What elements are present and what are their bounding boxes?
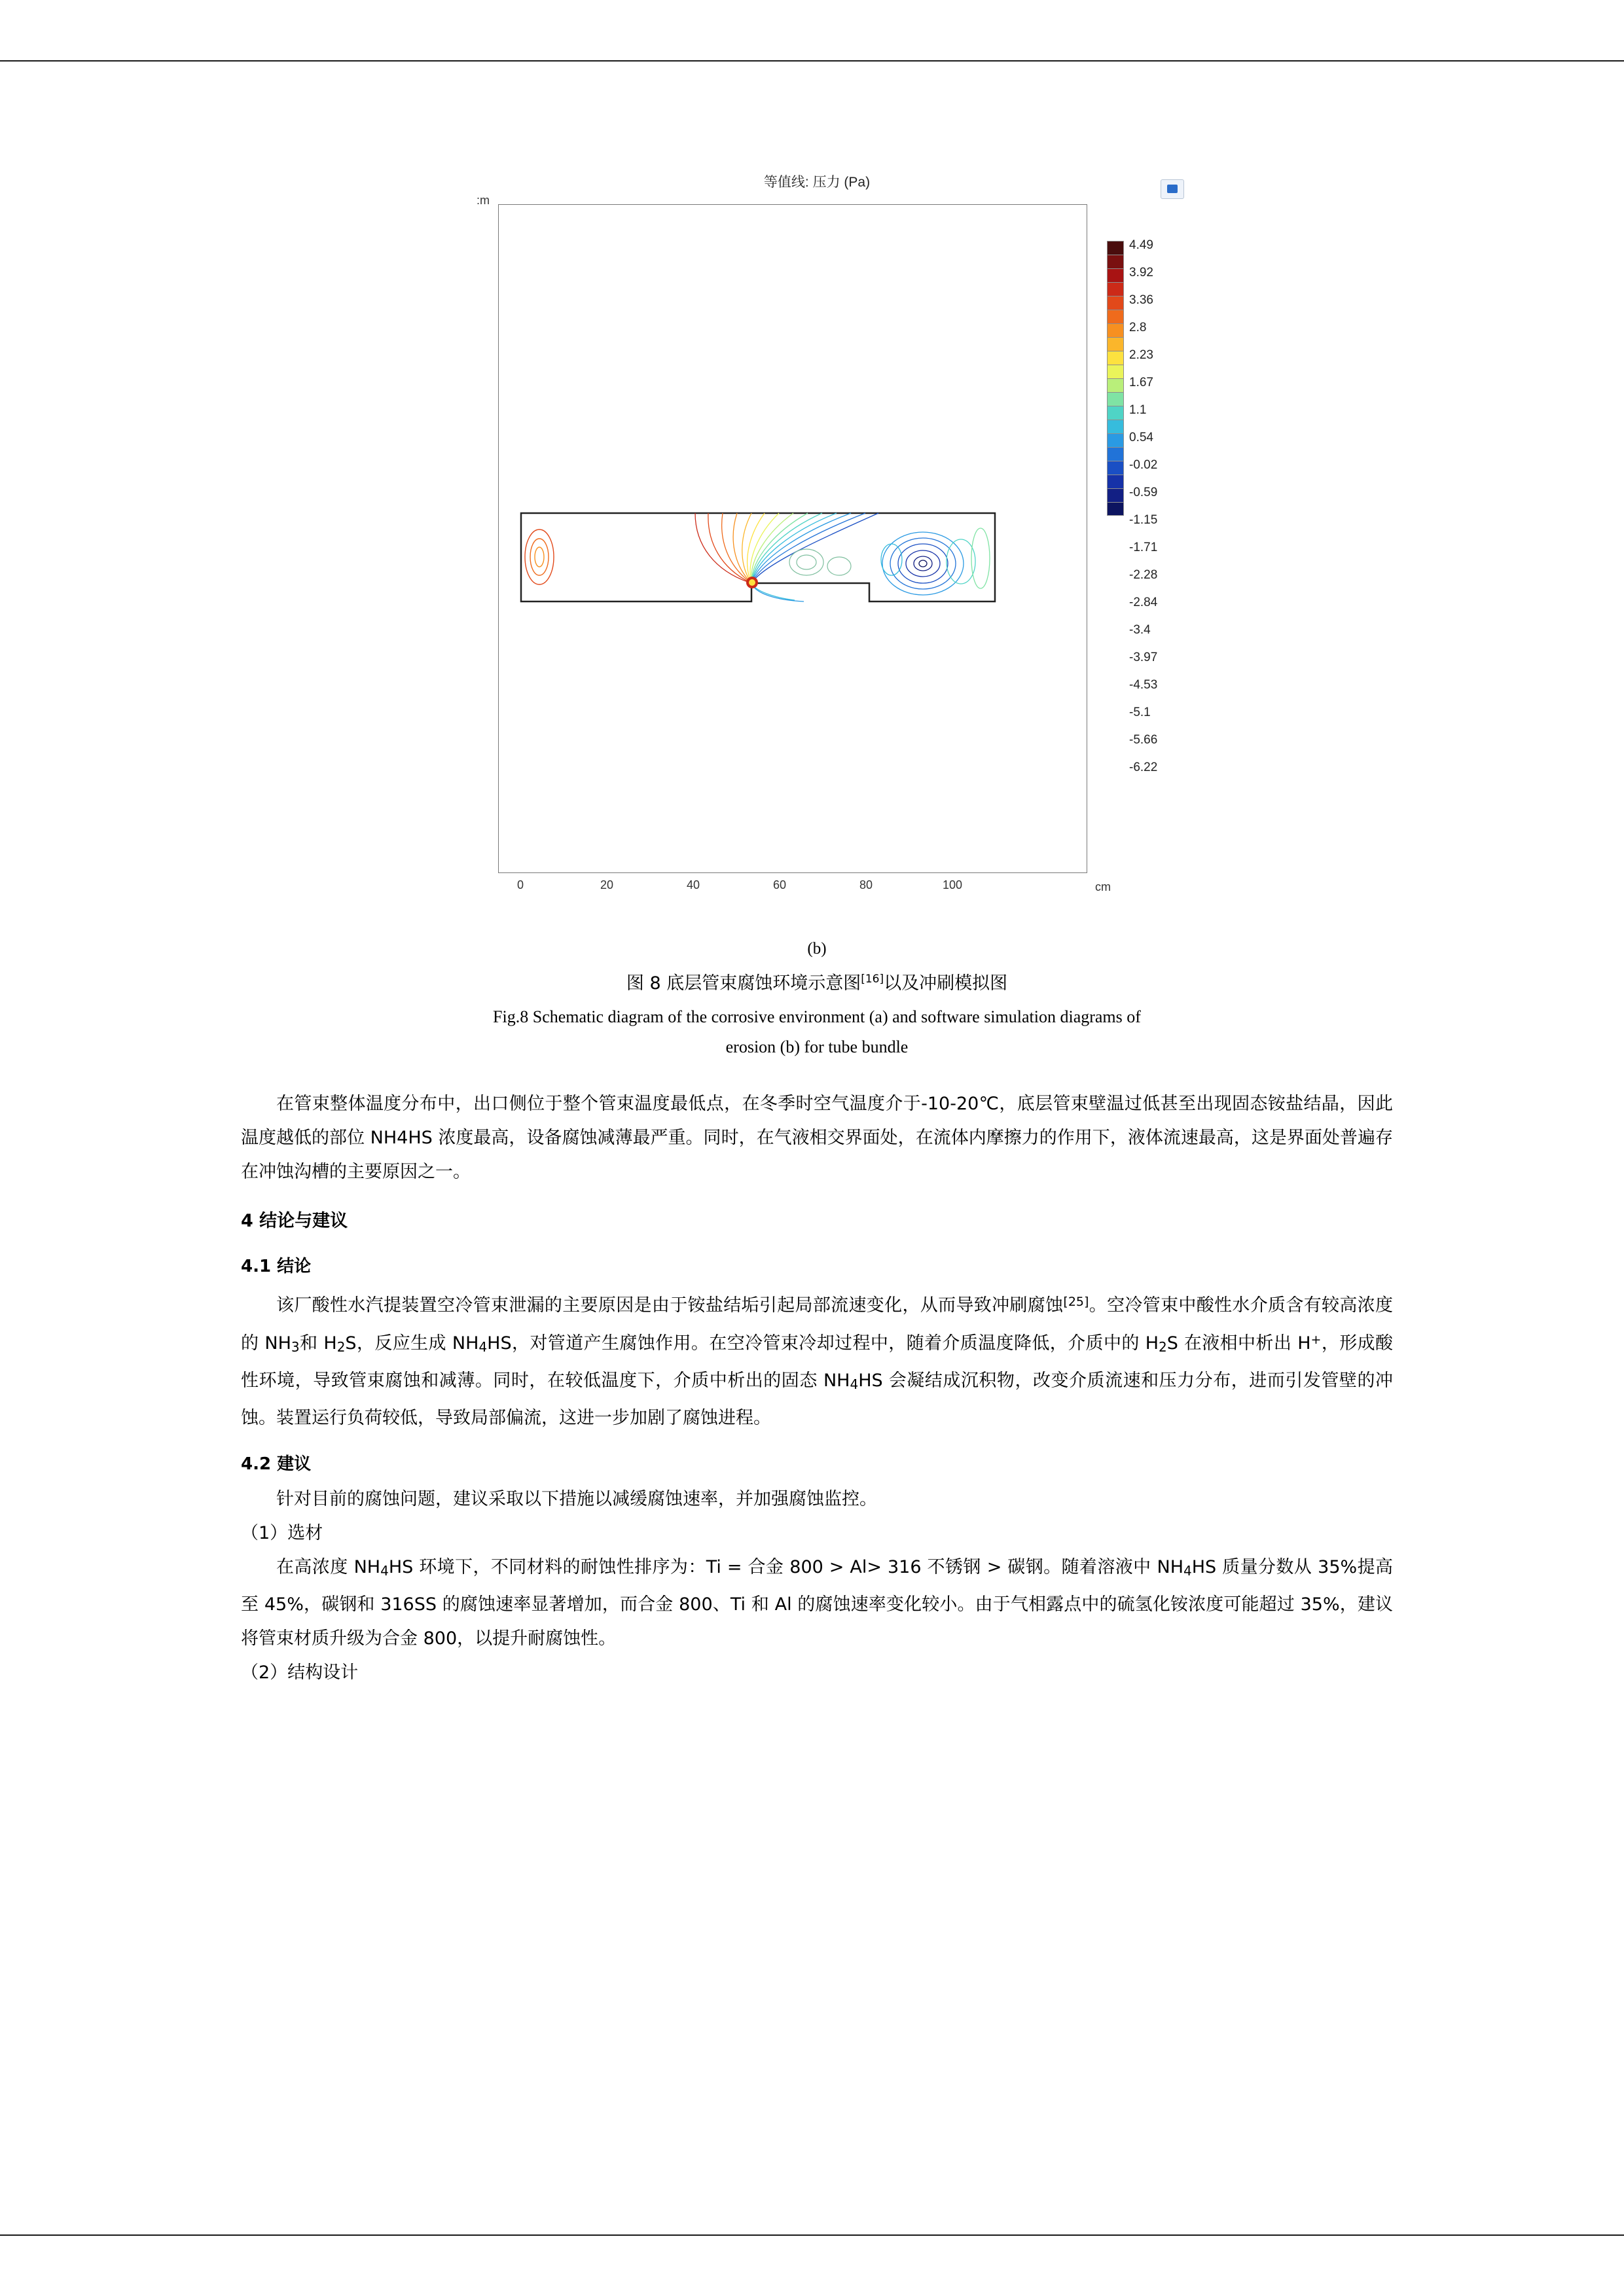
- colorbar-tick: 0.54: [1129, 431, 1153, 444]
- panel-label: (b): [807, 940, 827, 958]
- p2-seg7: ，形成酸性环境，导致管束腐蚀和减薄。同时，在较低温度下，介质中析出的固态 NH: [241, 1333, 1394, 1391]
- colorbar-tick: 2.8: [1129, 321, 1147, 334]
- x-tick: 40: [686, 878, 700, 891]
- p2-seg2: 。空冷管束中酸性水介质含有较高浓度的 NH: [241, 1295, 1394, 1354]
- colorbar-tick: -3.4: [1129, 623, 1151, 637]
- p4-seg3: HS 质量分数从 35%提高至 45%，碳钢和 316SS 的腐蚀速率显著增加，而合金 800、Ti 和 Al 的腐蚀速率变化较小。由于气相露点中的硫氢化铵浓度可能超过 35%，建议将管束材质升级为合金 800，以提升耐腐蚀性。: [241, 1557, 1393, 1649]
- plot-axes: [498, 204, 1087, 873]
- p2-seg4: S，反应生成 NH: [345, 1333, 479, 1354]
- colorbar-labels: [1129, 238, 1188, 791]
- colorbar-tick: 3.36: [1129, 293, 1153, 307]
- p2-seg3: 和 H: [299, 1333, 337, 1354]
- page-content: [241, 164, 1393, 1690]
- colorbar-tick: -4.53: [1129, 678, 1158, 692]
- contour-field: [499, 205, 1088, 874]
- colorbar-tick: 1.1: [1129, 403, 1147, 417]
- colorbar-tick: 3.92: [1129, 266, 1153, 279]
- p2-ref: [25]: [1063, 1295, 1089, 1309]
- colorbar-tick: -3.97: [1129, 651, 1158, 664]
- caption-en-line2: erosion (b) for tube bundle: [725, 1037, 909, 1056]
- colorbar-tick: 4.49: [1129, 238, 1153, 252]
- figure-8: [241, 164, 1393, 1062]
- caption-cn-pre: 图 8 底层管束腐蚀环境示意图: [626, 973, 861, 994]
- plot-title: 等值线: 压力 (Pa): [763, 175, 871, 190]
- contour-plot: [441, 164, 1193, 936]
- figure-caption-en: [493, 1002, 1141, 1062]
- colorbar-tick: 2.23: [1129, 348, 1153, 362]
- p2-seg6: S 在液相中析出 H: [1166, 1333, 1311, 1354]
- colorbar-tick: -0.02: [1129, 458, 1158, 472]
- colorbar-tick: -2.84: [1129, 596, 1158, 609]
- colorbar-tick: -2.28: [1129, 568, 1158, 582]
- heading-4-2-suggestion: 4.2 建议: [241, 1454, 312, 1474]
- caption-en-line1: Fig.8 Schematic diagram of the corrosive environment (a) and software simulation diagrams of: [493, 1007, 1141, 1026]
- p4-seg1: 在高浓度 NH: [276, 1557, 381, 1577]
- p2-seg1: 该厂酸性水汽提装置空冷管束泄漏的主要原因是由于铵盐结垢引起局部流速变化，从而导致冲刷腐蚀: [276, 1295, 1064, 1316]
- x-tick: 80: [859, 878, 873, 891]
- figure-caption-cn: [626, 969, 1007, 994]
- paragraph-temperature-distribution: 在管束整体温度分布中，出口侧位于整个管束温度最低点，在冬季时空气温度介于-10-20℃，底层管束壁温过低甚至出现固态铵盐结晶，因此温度越低的部位 NH4HS 浓度最高，设备腐蚀减薄最严重。同时，在气液相交界面处，在流体内摩擦力的作用下，液体流速最高，这是界面处普遍存在冲蚀沟槽的主要原因之一。: [241, 1094, 1393, 1182]
- colorbar-tick: -5.66: [1129, 733, 1158, 747]
- caption-cn-post: 以及冲刷模拟图: [884, 973, 1008, 994]
- page-bottom-rule: [0, 2234, 1624, 2236]
- x-tick: 0: [516, 878, 524, 891]
- paragraph-material-selection: 在高浓度 $NH_4HS$ 环境下，不同材料的耐蚀性排序为：Ti = 合金 800 > Al> 316 不锈钢 > 碳钢。随着溶液中 $NH_4HS$ 质量分数从 35%提高至 45%，碳钢和 316SS 的腐蚀速率显著增加，而合金 800、Ti 和 Al 的腐蚀速率变化较小。由于气相露点中的硫氢化铵浓度可能超过 35%，建议将管束材质升级为合金 800，以提升耐腐蚀性。: [241, 1557, 1393, 1649]
- colorbar-tick: -1.71: [1129, 541, 1158, 554]
- y-axis-unit: :m: [477, 194, 490, 207]
- x-tick: 60: [772, 878, 787, 891]
- colorbar-tick: -5.1: [1129, 706, 1151, 719]
- legend-toggle-icon[interactable]: [1161, 179, 1184, 199]
- p2-seg8: HS 会凝结成沉积物，改变介质流速和压力分布，进而引发管壁的冲蚀。装置运行负荷较低，导致局部偏流，这进一步加剧了腐蚀进程。: [241, 1371, 1393, 1428]
- x-tick: 20: [600, 878, 614, 891]
- colorbar-tick: 1.67: [1129, 376, 1153, 389]
- colorbar-tick: -6.22: [1129, 761, 1158, 774]
- page-top-rule: [0, 60, 1624, 62]
- paragraph-conclusion: 该厂酸性水汽提装置空冷管束泄漏的主要原因是由于铵盐结垢引起局部流速变化，从而导致冲刷腐蚀[25]。空冷管束中酸性水介质含有较高浓度的 $NH_3$和 $H_2S$，反应生成 $NH_4HS$，对管道产生腐蚀作用。在空冷管束冷却过程中，随着介质温度降低，介质中的 $H_2S$ 在液相中析出 H+，形成酸性环境，导致管束腐蚀和减薄。同时，在较低温度下，介质中析出的固态 $NH_4HS$ 会凝结成沉积物，改变介质流速和压力分布，进而引发管壁的冲蚀。装置运行负荷较低，导致局部偏流，这进一步加剧了腐蚀进程。: [241, 1295, 1394, 1428]
- paragraph-suggestion-intro: 针对目前的腐蚀问题，建议采取以下措施以减缓腐蚀速率，并加强腐蚀监控。: [276, 1489, 877, 1509]
- heading-4-1-conclusion: 4.1 结论: [241, 1257, 312, 1276]
- colorbar-tick: -1.15: [1129, 513, 1158, 527]
- x-tick: 100: [942, 878, 963, 891]
- colorbar: [1107, 241, 1124, 516]
- p4-seg2: HS 环境下，不同材料的耐蚀性排序为：Ti = 合金 800 > Al> 316 不锈钢 > 碳钢。随着溶液中 NH: [388, 1557, 1184, 1577]
- heading-item-2-structure: （2）结构设计: [241, 1662, 359, 1683]
- x-axis-unit: cm: [1095, 880, 1111, 893]
- caption-cn-ref: [16]: [861, 973, 884, 986]
- p2-seg5: HS，对管道产生腐蚀作用。在空冷管束冷却过程中，随着介质温度降低，介质中的 H: [487, 1333, 1159, 1354]
- heading-conclusion-suggestion: 4 结论与建议: [241, 1211, 348, 1231]
- heading-item-1-material: （1）选材: [241, 1523, 323, 1543]
- colorbar-tick: -0.59: [1129, 486, 1158, 499]
